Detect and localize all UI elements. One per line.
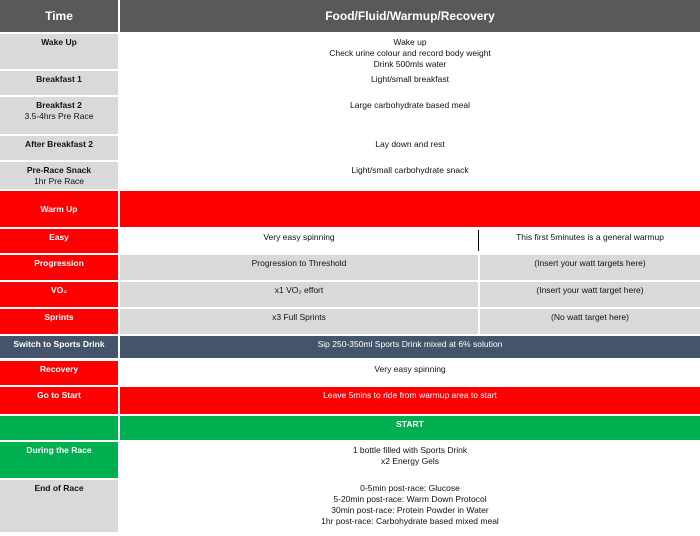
row-go-to-start [0, 387, 700, 414]
note-progression [480, 255, 700, 280]
row-pre-race-snack [0, 162, 700, 189]
activity-line: Check urine colour and record body weight [329, 48, 491, 58]
note-easy [480, 229, 700, 253]
label-text: Warm Up [40, 203, 78, 214]
label-sports-drink [0, 336, 118, 358]
row-sprints [0, 309, 700, 334]
label-text: Progression [34, 258, 84, 268]
activity-line: Large carbohydrate based meal [349, 100, 471, 110]
label-text: During the Race [26, 445, 92, 455]
note-text: This first 5minutes is a general warmup [516, 232, 664, 242]
label-sprints [0, 309, 118, 334]
activity-sports-drink [120, 336, 700, 358]
activity-vo2 [120, 282, 478, 307]
label-pre-race-snack [0, 162, 118, 189]
label-start [0, 416, 118, 440]
label-text: Go to Start [37, 390, 81, 400]
label-progression [0, 255, 118, 280]
activity-go-to-start [120, 387, 700, 414]
label-sub: 3.5-4hrs Pre Race [24, 111, 94, 121]
label-end-of-race [0, 480, 118, 532]
activity-line: x2 Energy Gels [380, 456, 440, 466]
note-vo2 [480, 282, 700, 307]
row-warm-up [0, 191, 700, 227]
activity-line: Light/small breakfast [371, 74, 449, 84]
row-during-race [0, 442, 700, 478]
label-text: Easy [49, 232, 69, 242]
activity-after-breakfast-2 [120, 136, 700, 160]
activity-line: Progression to Threshold [251, 258, 347, 268]
activity-line: Light/small carbohydrate snack [351, 165, 469, 175]
label-text: Breakfast 1 [36, 74, 82, 84]
header-time: Time [0, 0, 118, 32]
row-after-breakfast-2 [0, 136, 700, 160]
table-header [0, 0, 700, 32]
activity-line: x3 Full Sprints [272, 312, 326, 322]
row-vo2 [0, 282, 700, 307]
row-recovery [0, 361, 700, 385]
row-sports-drink [0, 336, 700, 358]
label-after-breakfast-2 [0, 136, 118, 160]
activity-breakfast-1 [120, 71, 700, 95]
activity-line: Lay down and rest [375, 139, 445, 149]
note-sprints [480, 309, 700, 334]
activity-line: Very easy spinning [374, 364, 446, 374]
row-wake-up [0, 34, 700, 69]
activity-end-of-race [120, 480, 700, 532]
activity-line: x1 VO₂ effort [274, 285, 324, 295]
header-activity: Food/Fluid/Warmup/Recovery [120, 0, 700, 32]
label-text: Switch to Sports Drink [13, 339, 105, 349]
label-text: End of Race [34, 483, 84, 493]
label-text: Breakfast 2 [36, 100, 82, 110]
activity-line: 0-5min post-race: Glucose [360, 483, 460, 493]
label-text: VO₂ [50, 285, 68, 295]
activity-line: Drink 500mls water [373, 59, 447, 69]
label-text: Sprints [44, 312, 74, 322]
activity-line: 1 bottle filled with Sports Drink [352, 445, 468, 455]
label-go-to-start [0, 387, 118, 414]
activity-line: Wake up [393, 37, 427, 47]
column-divider [478, 230, 479, 251]
label-text: Wake Up [41, 37, 77, 47]
note-text: (Insert your watt targets here) [534, 258, 646, 268]
label-sub: 1hr Pre Race [33, 176, 85, 186]
activity-line: START [396, 419, 424, 429]
activity-line: 1hr post-race: Carbohydrate based mixed meal [321, 516, 499, 526]
label-breakfast-1 [0, 71, 118, 95]
label-text: After Breakfast 2 [24, 139, 94, 149]
label-vo2 [0, 282, 118, 307]
label-easy [0, 229, 118, 253]
activity-line: Sip 250-350ml Sports Drink mixed at 6% solution [317, 339, 503, 349]
row-breakfast-2 [0, 97, 700, 134]
activity-pre-race-snack [120, 162, 700, 189]
activity-start [120, 416, 700, 440]
row-start [0, 416, 700, 440]
activity-easy [120, 229, 478, 253]
label-during-race [0, 442, 118, 478]
label-warm-up [0, 191, 118, 227]
activity-line: Leave 5mins to ride from warmup area to start [323, 390, 497, 400]
activity-recovery [120, 361, 700, 385]
row-easy [0, 229, 700, 253]
activity-line: 30min post-race: Protein Powder in Water [331, 505, 489, 515]
label-wake-up [0, 34, 118, 69]
row-progression [0, 255, 700, 280]
label-breakfast-2 [0, 97, 118, 134]
note-text: (Insert your watt target here) [536, 285, 644, 295]
label-text: Recovery [39, 364, 79, 374]
label-recovery [0, 361, 118, 385]
activity-breakfast-2 [120, 97, 700, 134]
note-text: (No watt target here) [551, 312, 629, 322]
activity-sprints [120, 309, 478, 334]
activity-warm-up [120, 191, 700, 227]
activity-during-race [120, 442, 700, 478]
activity-progression [120, 255, 478, 280]
activity-line: 5-20min post-race: Warm Down Protocol [333, 494, 487, 504]
row-breakfast-1 [0, 71, 700, 95]
label-text: Pre-Race Snack [26, 165, 92, 175]
activity-line: Very easy spinning [263, 232, 335, 242]
activity-wake-up [120, 34, 700, 69]
row-end-of-race [0, 480, 700, 532]
